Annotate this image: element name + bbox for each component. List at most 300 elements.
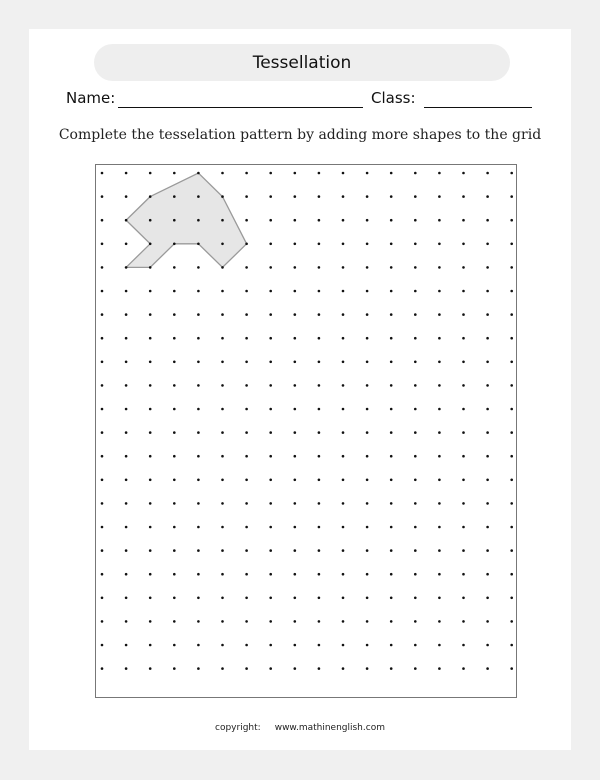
grid-dot: [438, 337, 441, 340]
grid-dot: [245, 620, 248, 623]
grid-dot: [486, 455, 489, 458]
grid-dot: [390, 644, 393, 647]
grid-dot: [486, 266, 489, 269]
grid-dot: [245, 549, 248, 552]
grid-dot: [149, 290, 152, 293]
grid-dot: [510, 290, 513, 293]
grid-dot: [197, 361, 200, 364]
grid-dot: [245, 195, 248, 198]
grid-dot: [125, 597, 128, 600]
grid-dot: [197, 431, 200, 434]
grid-dot: [414, 219, 417, 222]
grid-dot: [438, 573, 441, 576]
grid-dot: [342, 384, 345, 387]
grid-dot: [125, 479, 128, 482]
grid-dot: [173, 597, 176, 600]
grid-dot: [414, 431, 417, 434]
grid-dot: [342, 195, 345, 198]
grid-dot: [510, 502, 513, 505]
grid-dot: [510, 243, 513, 246]
grid-dot: [173, 431, 176, 434]
grid-dot: [101, 266, 104, 269]
dot-grid-area[interactable]: [95, 164, 517, 698]
grid-dot: [318, 620, 321, 623]
grid-dot: [486, 644, 489, 647]
grid-dot: [486, 408, 489, 411]
grid-dot: [245, 431, 248, 434]
grid-dot: [366, 172, 369, 175]
grid-dot: [294, 667, 297, 670]
grid-dot: [173, 479, 176, 482]
grid-dot: [101, 644, 104, 647]
grid-dot: [318, 526, 321, 529]
grid-dot: [342, 502, 345, 505]
grid-dot: [486, 479, 489, 482]
grid-dot: [414, 644, 417, 647]
grid-dot: [318, 667, 321, 670]
grid-dot: [149, 361, 152, 364]
grid-dot: [294, 219, 297, 222]
grid-dot: [101, 431, 104, 434]
grid-dot: [294, 597, 297, 600]
grid-dot: [438, 195, 441, 198]
grid-dot: [486, 667, 489, 670]
grid-dot: [342, 573, 345, 576]
grid-dot: [149, 431, 152, 434]
grid-dot: [149, 526, 152, 529]
grid-dot: [366, 313, 369, 316]
grid-dot: [510, 195, 513, 198]
grid-dot: [438, 526, 441, 529]
grid-dot: [125, 549, 128, 552]
grid-dot: [342, 455, 345, 458]
grid-dot: [197, 266, 200, 269]
grid-dot: [149, 266, 152, 269]
grid-dot: [101, 526, 104, 529]
grid-dot: [221, 361, 224, 364]
grid-dot: [342, 479, 345, 482]
grid-dot: [197, 644, 200, 647]
grid-dot: [462, 502, 465, 505]
grid-dot: [269, 667, 272, 670]
grid-dot: [510, 644, 513, 647]
grid-dot: [125, 667, 128, 670]
grid-dot: [390, 172, 393, 175]
grid-dot: [318, 384, 321, 387]
grid-dot: [390, 573, 393, 576]
grid-dot: [318, 573, 321, 576]
grid-dot: [462, 526, 465, 529]
grid-dot: [486, 597, 489, 600]
grid-dot: [221, 408, 224, 411]
grid-dot: [438, 313, 441, 316]
grid-dot: [462, 290, 465, 293]
grid-dot: [366, 431, 369, 434]
grid-dot: [197, 620, 200, 623]
grid-dot: [486, 526, 489, 529]
grid-dot: [486, 172, 489, 175]
grid-dot: [318, 243, 321, 246]
grid-dot: [414, 573, 417, 576]
grid-dot: [486, 502, 489, 505]
grid-dot: [221, 526, 224, 529]
worksheet-page: [29, 29, 571, 750]
grid-dot: [462, 644, 465, 647]
grid-dot: [294, 455, 297, 458]
grid-dot: [510, 620, 513, 623]
grid-dot: [318, 549, 321, 552]
grid-dot: [294, 479, 297, 482]
grid-dot: [366, 408, 369, 411]
grid-dot: [486, 361, 489, 364]
grid-dot: [342, 431, 345, 434]
grid-dot: [101, 502, 104, 505]
grid-dot: [101, 361, 104, 364]
grid-dot: [269, 644, 272, 647]
grid-dot: [173, 549, 176, 552]
grid-dot: [294, 644, 297, 647]
grid-dot: [318, 290, 321, 293]
grid-dot: [294, 361, 297, 364]
grid-dot: [366, 290, 369, 293]
grid-dot: [197, 408, 200, 411]
class-blank-line[interactable]: [424, 107, 532, 108]
grid-dot: [173, 644, 176, 647]
grid-dot: [462, 361, 465, 364]
grid-dot: [318, 219, 321, 222]
grid-dot: [221, 455, 224, 458]
grid-dot: [414, 408, 417, 411]
grid-dot: [149, 549, 152, 552]
grid-dot: [269, 361, 272, 364]
grid-dot: [149, 479, 152, 482]
grid-dot: [269, 502, 272, 505]
grid-dot: [173, 243, 176, 246]
worksheet-title: [94, 44, 510, 81]
grid-dot: [294, 384, 297, 387]
grid-dot: [173, 384, 176, 387]
grid-dot: [149, 597, 152, 600]
grid-dot: [414, 526, 417, 529]
grid-dot: [462, 479, 465, 482]
copyright-url: www.mathinenglish.com: [274, 723, 385, 733]
grid-dot: [510, 573, 513, 576]
grid-dot: [125, 644, 128, 647]
grid-dot: [342, 526, 345, 529]
grid-dot: [486, 620, 489, 623]
grid-dot: [149, 337, 152, 340]
grid-dot: [125, 195, 128, 198]
grid-dot: [510, 597, 513, 600]
grid-dot: [125, 290, 128, 293]
grid-dot: [221, 266, 224, 269]
grid-dot: [197, 290, 200, 293]
grid-dot: [390, 290, 393, 293]
grid-dot: [245, 644, 248, 647]
grid-dot: [221, 667, 224, 670]
grid-dot: [390, 455, 393, 458]
grid-dot: [149, 667, 152, 670]
grid-dot: [318, 431, 321, 434]
grid-dot: [462, 384, 465, 387]
grid-dot: [342, 172, 345, 175]
grid-dot: [462, 667, 465, 670]
grid-dot: [269, 526, 272, 529]
grid-dot: [221, 502, 224, 505]
grid-dot: [318, 172, 321, 175]
grid-dot: [510, 549, 513, 552]
grid-dot: [294, 431, 297, 434]
grid-dot: [125, 219, 128, 222]
grid-dot: [318, 408, 321, 411]
grid-dot: [318, 195, 321, 198]
grid-dot: [101, 549, 104, 552]
grid-dot: [197, 219, 200, 222]
name-blank-line[interactable]: [118, 107, 363, 108]
grid-dot: [438, 172, 441, 175]
grid-dot: [366, 455, 369, 458]
grid-dot: [294, 620, 297, 623]
grid-dot: [366, 479, 369, 482]
grid-dot: [294, 549, 297, 552]
grid-dot: [414, 266, 417, 269]
grid-dot: [342, 337, 345, 340]
grid-dot: [462, 597, 465, 600]
grid-dot: [101, 479, 104, 482]
grid-dot: [221, 620, 224, 623]
grid-dot: [390, 384, 393, 387]
grid-dot: [173, 313, 176, 316]
grid-dot: [245, 526, 248, 529]
grid-dot: [510, 337, 513, 340]
grid-dot: [221, 195, 224, 198]
grid-dot: [269, 313, 272, 316]
grid-dot: [390, 337, 393, 340]
grid-dot: [173, 266, 176, 269]
grid-dot: [221, 384, 224, 387]
grid-dot: [294, 502, 297, 505]
grid-dot: [197, 384, 200, 387]
grid-dot: [510, 408, 513, 411]
grid-dot: [245, 290, 248, 293]
grid-dot: [390, 667, 393, 670]
grid-dot: [269, 195, 272, 198]
grid-dot: [390, 243, 393, 246]
grid-dot: [101, 597, 104, 600]
grid-dot: [269, 384, 272, 387]
grid-dot: [125, 266, 128, 269]
grid-dot: [438, 455, 441, 458]
grid-dot: [414, 172, 417, 175]
grid-dot: [390, 431, 393, 434]
grid-dot: [414, 620, 417, 623]
grid-dot: [342, 266, 345, 269]
grid-dot: [269, 290, 272, 293]
grid-dot: [173, 526, 176, 529]
grid-dot: [510, 313, 513, 316]
grid-dot: [173, 502, 176, 505]
grid-dot: [245, 243, 248, 246]
grid-dot: [221, 337, 224, 340]
grid-dot: [462, 219, 465, 222]
grid-dot: [125, 172, 128, 175]
grid-dot: [342, 243, 345, 246]
grid-dot: [486, 290, 489, 293]
grid-dot: [390, 195, 393, 198]
grid-dot: [269, 549, 272, 552]
grid-dot: [294, 526, 297, 529]
grid-dot: [510, 479, 513, 482]
grid-dot: [294, 266, 297, 269]
grid-dot: [342, 313, 345, 316]
grid-dot: [462, 573, 465, 576]
grid-dot: [197, 172, 200, 175]
grid-dot: [221, 597, 224, 600]
grid-dot: [294, 573, 297, 576]
grid-dot: [294, 172, 297, 175]
grid-dot: [486, 243, 489, 246]
grid-dot: [342, 408, 345, 411]
grid-dot: [149, 644, 152, 647]
grid-dot: [245, 408, 248, 411]
grid-dot: [197, 597, 200, 600]
grid-dot: [197, 526, 200, 529]
grid-dot: [462, 408, 465, 411]
grid-dot: [510, 266, 513, 269]
grid-dot: [510, 431, 513, 434]
grid-dot: [366, 337, 369, 340]
grid-dot: [149, 313, 152, 316]
grid-dot: [438, 243, 441, 246]
grid-dot: [366, 195, 369, 198]
grid-dot: [101, 290, 104, 293]
grid-dot: [390, 266, 393, 269]
grid-dot: [101, 172, 104, 175]
grid-dot: [101, 313, 104, 316]
grid-dot: [438, 219, 441, 222]
grid-dot: [342, 620, 345, 623]
grid-dot: [390, 479, 393, 482]
grid-dot: [149, 620, 152, 623]
grid-dot: [101, 195, 104, 198]
grid-dot: [462, 195, 465, 198]
grid-dot: [197, 502, 200, 505]
grid-dot: [149, 243, 152, 246]
grid-dot: [125, 384, 128, 387]
grid-dot: [173, 172, 176, 175]
grid-dot: [269, 455, 272, 458]
grid-dot: [269, 573, 272, 576]
grid-dot: [414, 597, 417, 600]
grid-dot: [269, 479, 272, 482]
grid-dot: [149, 573, 152, 576]
grid-dot: [342, 644, 345, 647]
grid-dot: [125, 526, 128, 529]
grid-dot: [342, 361, 345, 364]
grid-dot: [173, 337, 176, 340]
grid-dot: [294, 313, 297, 316]
grid-dot: [197, 479, 200, 482]
grid-dot: [221, 313, 224, 316]
grid-dot: [221, 243, 224, 246]
grid-dot: [462, 337, 465, 340]
grid-dot: [149, 172, 152, 175]
grid-dot: [245, 597, 248, 600]
grid-dot: [173, 219, 176, 222]
grid-dot: [125, 620, 128, 623]
grid-dot: [342, 667, 345, 670]
grid-dot: [125, 243, 128, 246]
grid-dot: [269, 620, 272, 623]
grid-dot: [173, 361, 176, 364]
worksheet-title-text: Tessellation: [252, 52, 352, 73]
grid-dot: [462, 620, 465, 623]
name-class-row: [66, 89, 536, 111]
grid-dot: [245, 266, 248, 269]
grid-dot: [269, 597, 272, 600]
grid-dot: [366, 266, 369, 269]
copyright-footer: [29, 723, 571, 733]
grid-dot: [197, 455, 200, 458]
grid-dot: [245, 502, 248, 505]
grid-dot: [101, 384, 104, 387]
grid-dot: [294, 243, 297, 246]
grid-dot: [342, 219, 345, 222]
grid-dot: [245, 172, 248, 175]
grid-dot: [438, 597, 441, 600]
grid-dot: [342, 290, 345, 293]
grid-dot: [269, 243, 272, 246]
grid-dot: [101, 620, 104, 623]
grid-dot: [462, 313, 465, 316]
grid-dot: [149, 219, 152, 222]
grid-dot: [197, 313, 200, 316]
grid-dot: [366, 549, 369, 552]
grid-dot: [221, 431, 224, 434]
grid-dot: [462, 172, 465, 175]
grid-dot: [414, 313, 417, 316]
grid-dot: [101, 219, 104, 222]
grid-dot: [414, 243, 417, 246]
grid-dot: [269, 172, 272, 175]
grid-dot: [101, 243, 104, 246]
grid-dot: [318, 597, 321, 600]
grid-dot: [197, 337, 200, 340]
grid-dot: [462, 549, 465, 552]
grid-dot: [294, 337, 297, 340]
grid-dot: [438, 667, 441, 670]
grid-dot: [438, 361, 441, 364]
grid-dot: [390, 620, 393, 623]
grid-dot: [390, 219, 393, 222]
grid-dot: [221, 573, 224, 576]
grid-dot: [390, 502, 393, 505]
grid-dot: [486, 549, 489, 552]
grid-dot: [438, 266, 441, 269]
grid-dot: [318, 266, 321, 269]
grid-dot: [269, 266, 272, 269]
grid-dot: [438, 290, 441, 293]
grid-dot: [101, 408, 104, 411]
grid-dot: [486, 431, 489, 434]
grid-dot: [510, 455, 513, 458]
grid-dot: [269, 219, 272, 222]
grid-dot: [101, 667, 104, 670]
grid-dot: [462, 431, 465, 434]
grid-dot: [390, 526, 393, 529]
grid-dot: [438, 384, 441, 387]
grid-dot: [245, 455, 248, 458]
